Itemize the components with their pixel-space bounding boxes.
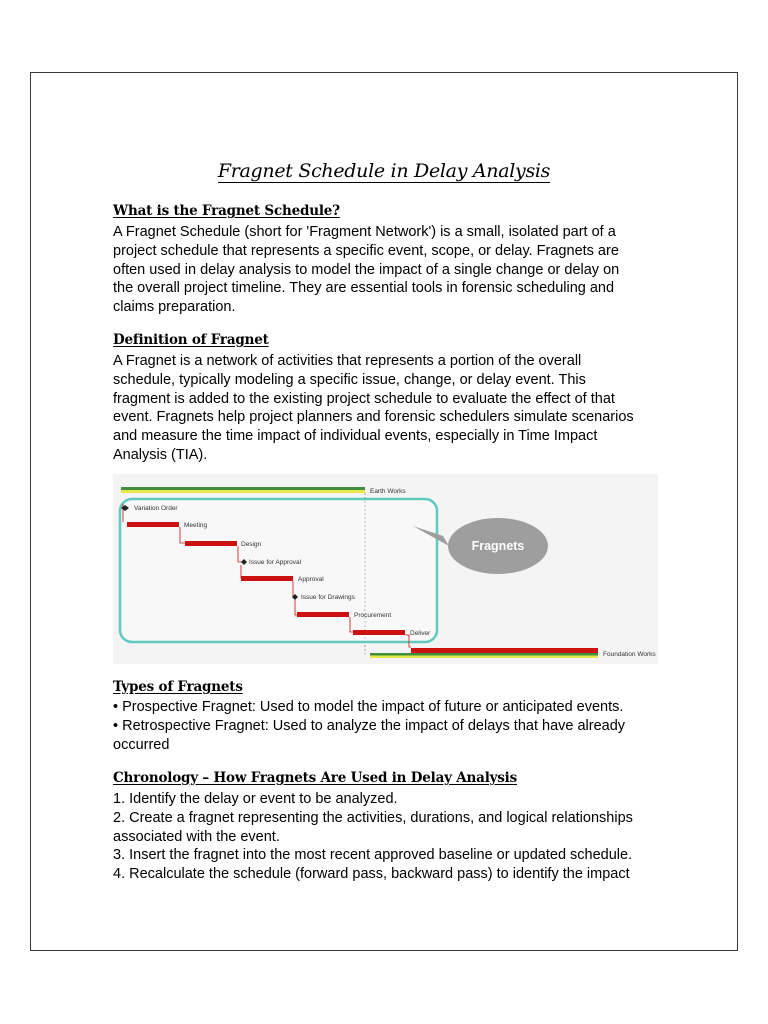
bar-approval <box>241 576 293 581</box>
list-item: occurred <box>113 736 170 753</box>
heading-chronology: Chronology – How Fragnets Are Used in Delay Analysis <box>113 770 518 786</box>
fragnet-frame <box>120 499 437 642</box>
bar-design <box>185 541 237 546</box>
list-item: associated with the event. <box>113 828 280 845</box>
fragnet-diagram-svg <box>113 474 658 664</box>
text-line: and measure the time impact of individual events, especially in Time Impact <box>113 428 598 445</box>
callout-text: Fragnets <box>471 539 525 553</box>
label-foundation-works: Foundation Works <box>603 651 656 658</box>
list-item: 3. Insert the fragnet into the most recent approved baseline or updated schedule. <box>113 847 633 864</box>
text-line: event. Fragnets help project planners and forensic schedulers simulate scenarios <box>113 409 634 426</box>
earth-works-summary-fill <box>121 490 365 493</box>
paragraph-what-is-fragnet <box>113 223 658 317</box>
label-variation-order: Variation Order <box>134 505 178 512</box>
text-line: A Fragnet Schedule (short for 'Fragment Network') is a small, isolated part of a <box>113 224 616 240</box>
text-line: A Fragnet is a network of activities that represents a portion of the overall <box>113 353 582 369</box>
bar-procurement <box>297 612 349 617</box>
document-title: Fragnet Schedule in Delay Analysis <box>217 160 551 182</box>
list-types <box>113 698 658 754</box>
list-item: 1. Identify the delay or event to be analyzed. <box>113 791 398 807</box>
heading-types: Types of Fragnets <box>113 679 243 695</box>
list-item: • Prospective Fragnet: Used to model the impact of future or anticipated events. <box>113 699 624 715</box>
text-line: fragment is added to the existing project schedule to evaluate the effect of that <box>113 390 615 407</box>
paragraph-definition <box>113 352 658 465</box>
list-item: 2. Create a fragnet representing the activities, durations, and logical relationships <box>113 809 633 826</box>
text-line: the overall project timeline. They are essential tools in forensic scheduling and <box>113 280 615 297</box>
foundation-works-summary-fill <box>370 656 598 659</box>
label-procurement: Procurement <box>354 612 392 619</box>
bar-meeting <box>127 522 179 527</box>
text-line: Analysis (TIA). <box>113 446 208 463</box>
bar-foundation-works <box>411 648 598 653</box>
label-issue-for-approval: Issue for Approval <box>249 559 302 566</box>
foundation-works-summary-bar <box>370 653 598 656</box>
fragnet-diagram <box>113 474 658 664</box>
earth-works-summary-bar <box>121 487 365 490</box>
list-item: 4. Recalculate the schedule (forward pass, backward pass) to identify the impact <box>113 866 630 883</box>
text-line: project schedule that represents a specific event, scope, or delay. Fragnets are <box>113 242 619 259</box>
text-line: claims preparation. <box>113 299 236 316</box>
label-meeting: Meeting <box>184 522 208 529</box>
label-deliver: Deliver <box>410 630 431 637</box>
list-chronology <box>113 790 658 884</box>
text-line: schedule, typically modeling a specific issue, change, or delay event. This <box>113 371 586 388</box>
label-approval: Approval <box>298 576 324 583</box>
heading-what-is-fragnet: What is the Fragnet Schedule? <box>113 203 340 219</box>
label-earth-works: Earth Works <box>370 488 406 495</box>
text-line: often used in delay analysis to model the impact of a single change or delay on <box>113 261 620 278</box>
bar-deliver <box>353 630 405 635</box>
label-design: Design <box>241 541 262 548</box>
label-issue-for-drawings: Issue for Drawings <box>301 594 355 601</box>
list-item: • Retrospective Fragnet: Used to analyze the impact of delays that have already <box>113 717 626 734</box>
heading-definition: Definition of Fragnet <box>113 332 269 348</box>
